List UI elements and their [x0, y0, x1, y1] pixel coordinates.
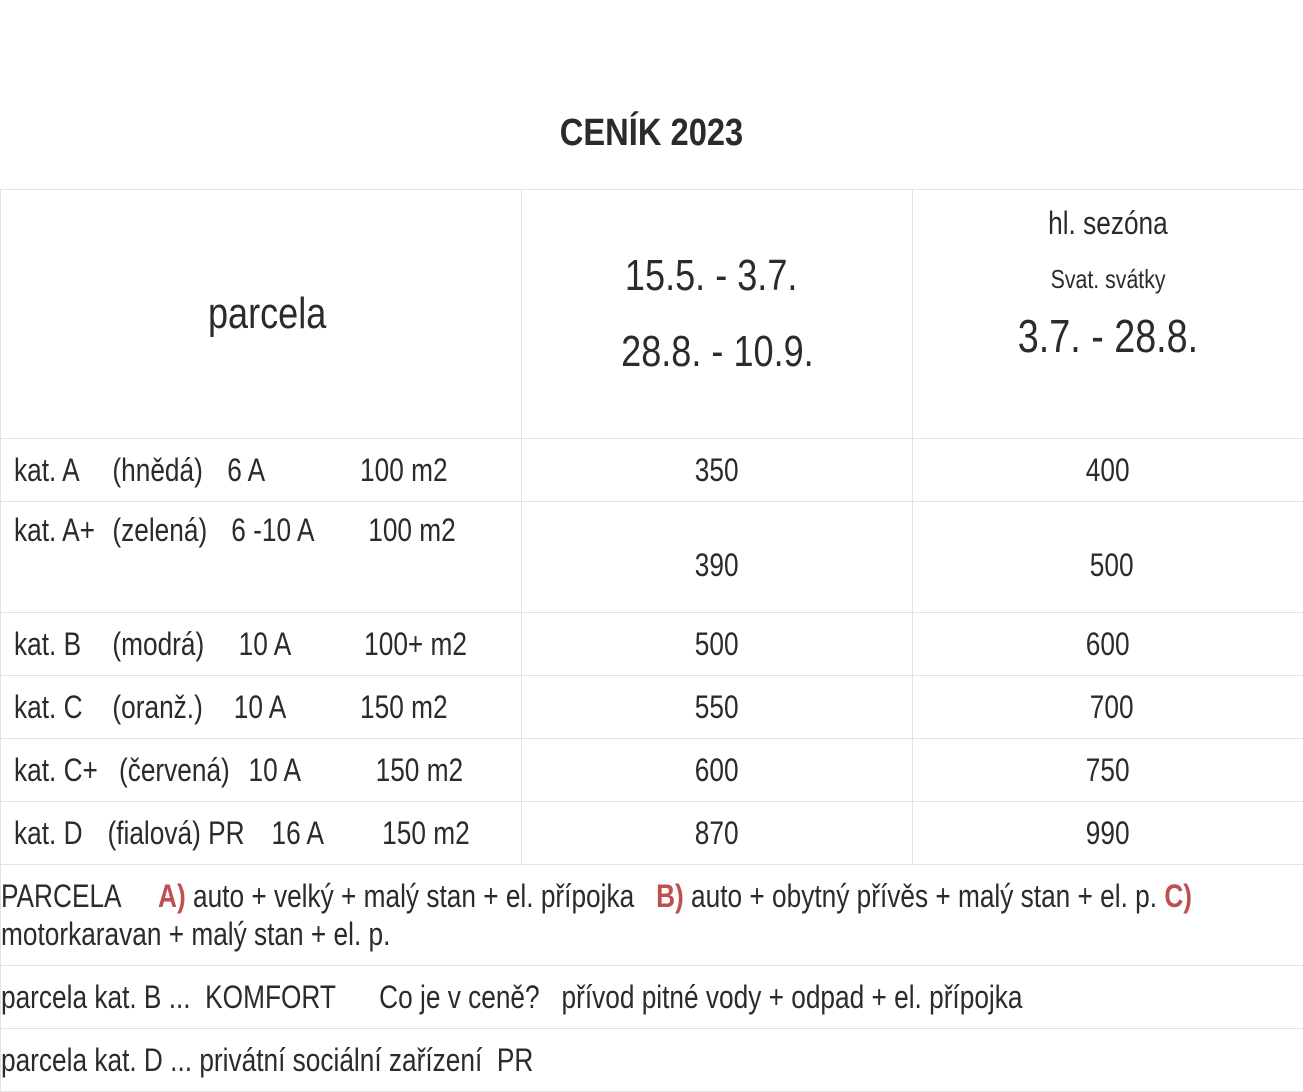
table-row	[1, 502, 1303, 613]
category-cell	[1, 802, 522, 865]
price-off-season: 390	[522, 502, 913, 613]
category-name: kat. C+	[14, 752, 119, 789]
price-off-season: 550	[522, 676, 913, 739]
price-main-season: 500	[913, 502, 1303, 613]
main-season-dates: 3.7. - 28.8.	[1018, 306, 1198, 366]
category-name: kat. A+	[14, 512, 112, 549]
note-type-b-text: auto + obytný přívěs + malý stan + el. p.	[691, 878, 1157, 914]
category-cell	[1, 739, 522, 802]
note-cell	[1, 865, 1303, 966]
holidays-label: Svat. svátky	[1051, 260, 1166, 298]
category-cell	[1, 502, 522, 613]
price-off-season: 600	[522, 739, 913, 802]
category-name: kat. D	[14, 815, 107, 852]
price-main-season: 400	[913, 439, 1303, 502]
category-cell	[1, 676, 522, 739]
category-cell	[1, 439, 522, 502]
note-type-a-text: auto + velký + malý stan + el. přípojka	[193, 878, 634, 914]
category-area: 100 m2	[368, 512, 456, 549]
category-amperage: 10 A	[234, 689, 360, 726]
price-off-season: 350	[522, 439, 913, 502]
category-color: (červená)	[119, 752, 249, 789]
off-season-dates-2: 28.8. - 10.9.	[621, 314, 814, 390]
price-main-season: 750	[913, 739, 1303, 802]
category-name: kat. C	[14, 689, 112, 726]
category-cell	[1, 613, 522, 676]
table-header-row	[1, 190, 1303, 439]
note-cell	[1, 1029, 1303, 1092]
note-cell	[1, 966, 1303, 1029]
category-amperage: 6 -10 A	[231, 512, 368, 549]
note-parcela-label: PARCELA	[1, 878, 122, 914]
category-name: kat. B	[14, 626, 112, 663]
price-main-season: 990	[913, 802, 1303, 865]
category-amperage: 10 A	[249, 752, 376, 789]
category-color: (hnědá)	[112, 452, 227, 489]
table-row	[1, 439, 1303, 502]
table-row	[1, 676, 1303, 739]
category-amperage: 16 A	[271, 815, 382, 852]
note-type-c-text: motorkaravan + malý stan + el. p.	[1, 916, 390, 952]
header-off-season	[522, 190, 913, 439]
category-area: 150 m2	[382, 815, 470, 852]
table-row	[1, 613, 1303, 676]
note-private-text: parcela kat. D ... privátní sociální zařízení PR	[1, 1041, 1280, 1079]
category-area: 100+ m2	[364, 626, 467, 663]
category-area: 150 m2	[360, 689, 448, 726]
price-off-season: 500	[522, 613, 913, 676]
table-row	[1, 739, 1303, 802]
price-table	[0, 189, 1303, 1092]
category-color: (fialová) PR	[107, 815, 271, 852]
category-area: 150 m2	[376, 752, 464, 789]
main-season-label: hl. sezóna	[1048, 200, 1168, 246]
price-off-season: 870	[522, 802, 913, 865]
note-row-komfort	[1, 966, 1303, 1029]
header-parcela	[1, 190, 522, 439]
note-komfort-text: parcela kat. B ... KOMFORT Co je v ceně? přívod pitné vody + odpad + el. přípojka	[1, 978, 1280, 1016]
table-row	[1, 802, 1303, 865]
category-amperage: 6 A	[227, 452, 360, 489]
price-main-season: 700	[913, 676, 1303, 739]
off-season-dates-1: 15.5. - 3.7.	[625, 238, 797, 314]
page-title: CENÍK 2023	[91, 108, 1212, 158]
category-color: (oranž.)	[112, 689, 233, 726]
category-area: 100 m2	[360, 452, 448, 489]
category-color: (zelená)	[112, 512, 231, 549]
note-type-c-label: C)	[1164, 878, 1192, 914]
note-type-a-label: A)	[158, 878, 186, 914]
header-parcela-label: parcela	[208, 289, 326, 339]
category-color: (modrá)	[112, 626, 238, 663]
header-main-season	[913, 190, 1303, 439]
note-row-private	[1, 1029, 1303, 1092]
category-name: kat. A	[14, 452, 112, 489]
note-row-parcela-types	[1, 865, 1303, 966]
category-amperage: 10 A	[239, 626, 364, 663]
price-main-season: 600	[913, 613, 1303, 676]
note-type-b-label: B)	[656, 878, 684, 914]
